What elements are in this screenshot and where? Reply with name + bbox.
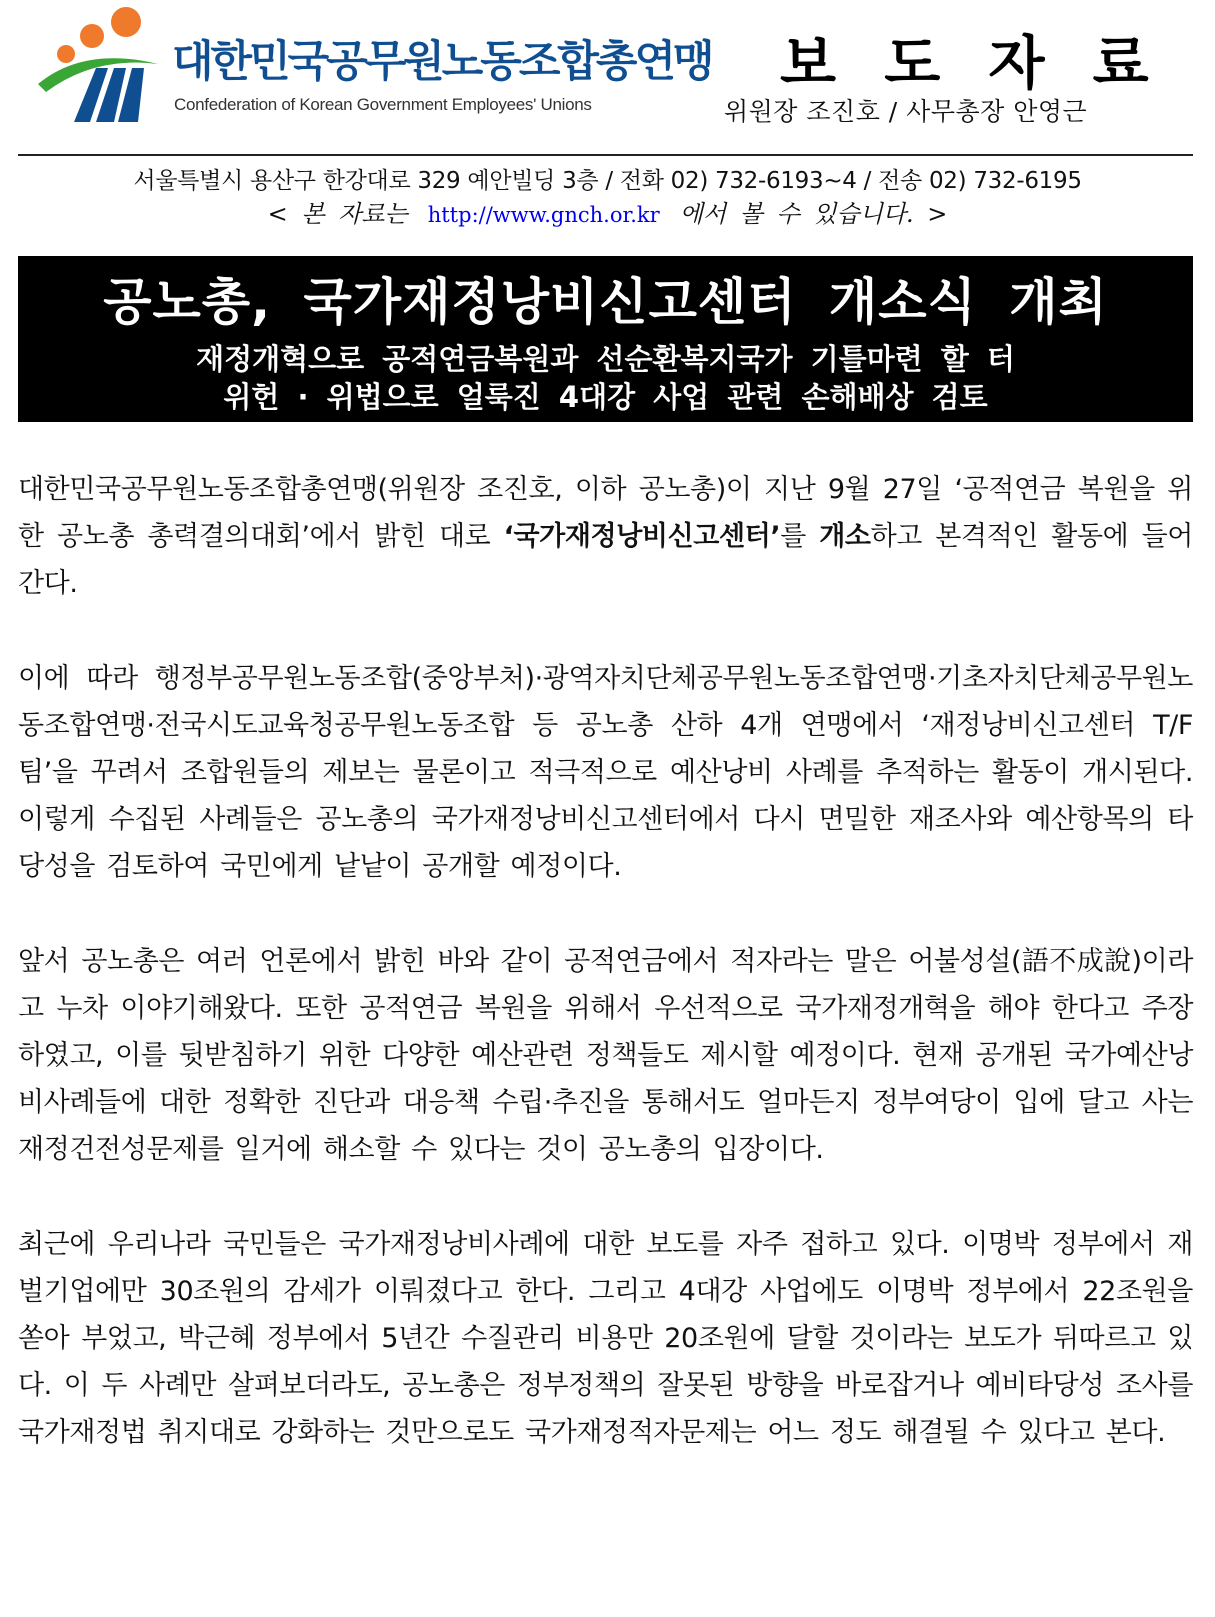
organization-name-korean: 대한민국공무원노동조합총연맹 (172, 37, 712, 87)
notice-prefix: < 본 자료는 (267, 200, 408, 228)
headline-subtitle-1: 재정개혁으로 공적연금복원과 선순환복지국가 기틀마련 할 터 (196, 342, 1015, 376)
letterhead (0, 0, 1215, 150)
headline-subtitle-2: 위헌 · 위법으로 얼룩진 4대강 사업 관련 손해배상 검토 (223, 380, 988, 414)
paragraph-1-text-c: 하고 본격적인 활동에 들어간다. (18, 521, 1193, 599)
paragraph-1-text-b: 를 (780, 521, 820, 552)
press-release-title: 보 도 자 료 (780, 29, 1163, 97)
organization-name-english: Confederation of Korean Government Employees' Unions (174, 95, 592, 114)
paragraph-3: 앞서 공노총은 여러 언론에서 밝힌 바와 같이 공적연금에서 적자라는 말은 어불성설(語不成說)이라고 누차 이야기해왔다. 또한 공적연금 복원을 위해서 우선적으로 국가재정개혁을 해야 한다고 주장하였고, 이를 뒷받침하기 위한 다양한 예산관련 정책들도 제시할 예정이다. 현재 공개된 국가예산낭비사례들에 대한 정확한 진단과 대응책 수립·추진을 통해서도 얼마든지 정부여당이 입에 달고 사는 재정건전성문제를 일거에 해소할 수 있다는 것이 공노총의 입장이다. (18, 946, 1193, 1165)
officers-line: 위원장 조진호 / 사무총장 안영근 (724, 97, 1088, 126)
contact-address: 서울특별시 용산구 한강대로 329 예안빌딩 3층 / 전화 02) 732-6193~4 / 전송 02) 732-6195 (133, 168, 1082, 194)
paragraph-1-bold-center-name: ‘국가재정낭비신고센터’ (503, 521, 781, 552)
headline-box (18, 256, 1193, 422)
article-body (18, 466, 1193, 1504)
website-notice (0, 194, 1215, 229)
notice-suffix: 에서 볼 수 있습니다. > (679, 200, 948, 228)
paragraph-1-text-a: 대한민국공무원노동조합총연맹(위원장 조진호, 이하 공노총)이 지난 9월 27일 ‘공적연금 복원을 위한 공노총 총력결의대회’에서 밝힌 대로 (18, 474, 1193, 552)
header-divider (18, 154, 1193, 156)
paragraph-2: 이에 따라 행정부공무원노동조합(중앙부처)·광역자치단체공무원노동조합연맹·기초자치단체공무원노동조합연맹·전국시도교육청공무원노동조합 등 공노총 산하 4개 연맹에서 ‘재정낭비신고센터 T/F팀’을 꾸려서 조합원들의 제보는 물론이고 적극적으로 예산낭비 사례를 추적하는 활동이 개시된다. 이렇게 수집된 사례들은 공노총의 국가재정낭비신고센터에서 다시 면밀한 재조사와 예산항목의 타당성을 검토하여 국민에게 낱낱이 공개할 예정이다. (18, 663, 1193, 882)
kgeu-logo-icon (34, 6, 162, 124)
website-link[interactable]: http://www.gnch.or.kr (427, 203, 660, 227)
paragraph-1-bold-opening: 개소 (819, 521, 871, 552)
headline-title: 공노총, 국가재정낭비신고센터 개소식 개최 (103, 273, 1108, 331)
paragraph-1 (18, 466, 1193, 607)
paragraph-4: 최근에 우리나라 국민들은 국가재정낭비사례에 대한 보도를 자주 접하고 있다. 이명박 정부에서 재벌기업에만 30조원의 감세가 이뤄졌다고 한다. 그리고 4대강 사업에도 이명박 정부에서 22조원을 쏟아 부었고, 박근혜 정부에서 5년간 수질관리 비용만 20조원에 달할 것이라는 보도가 뒤따르고 있다. 이 두 사례만 살펴보더라도, 공노총은 정부정책의 잘못된 방향을 바로잡거나 예비타당성 조사를 국가재정법 취지대로 강화하는 것만으로도 국가재정적자문제는 어느 정도 해결될 수 있다고 본다. (18, 1229, 1193, 1448)
